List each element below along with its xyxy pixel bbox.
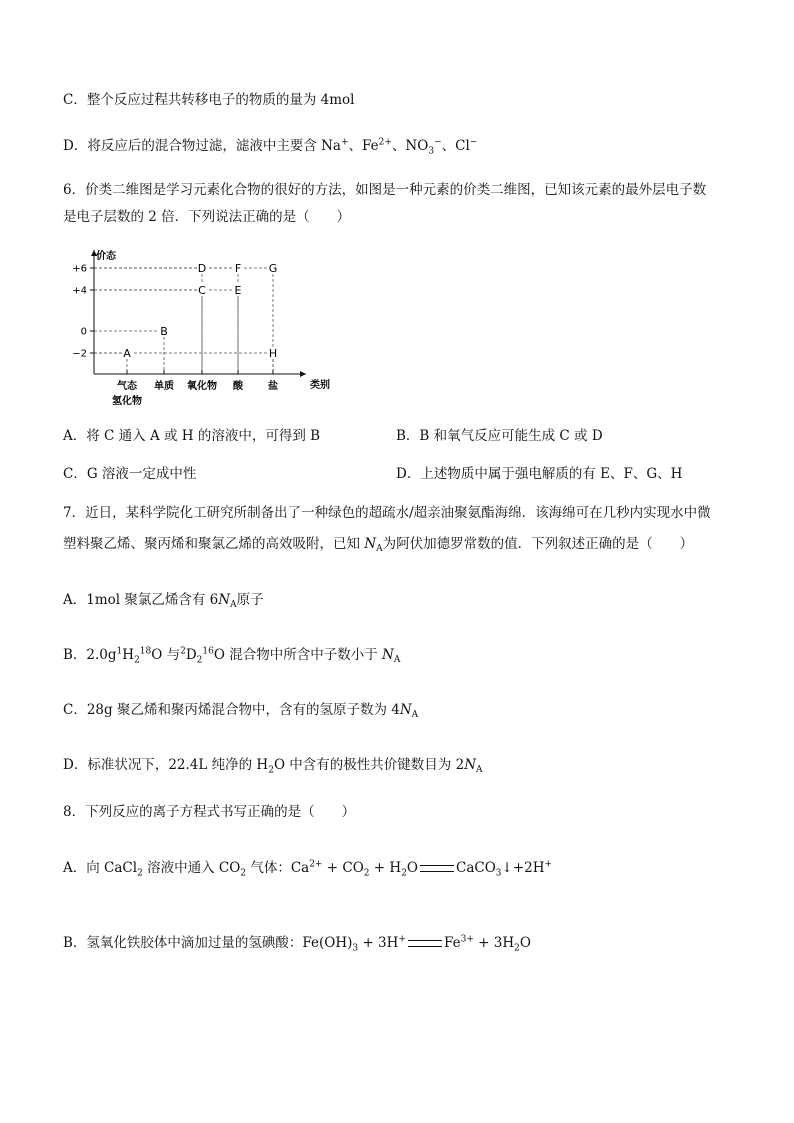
q6-stem-line2: 是电子层数的 2 倍．下列说法正确的是（ ） — [63, 209, 351, 225]
x-axis-label: 类别 — [310, 380, 330, 391]
na-charge: + — [340, 137, 349, 148]
valence-class-diagram — [60, 242, 350, 412]
q7-option-b: B．$2.0g^1H_2^{18}O$ 与$^2D_2^{16}O$ 混合物中所含中子数小于 $N_A$ — [63, 646, 401, 666]
q7-stem-text: 塑料聚乙烯、聚丙烯和聚氯乙烯的高效吸附，已知 — [63, 536, 365, 552]
equals-sign — [420, 865, 454, 872]
avogadro-symbol: $N_A$ — [464, 757, 483, 775]
avogadro-symbol: $N_A$ — [382, 647, 401, 665]
no3-subscript: 3 — [428, 146, 435, 157]
q7-option-d: D．标准状况下，22.4L 纯净的 $H_2O$ 中含有的极性共价键数目为 $2N_A$ — [63, 757, 483, 776]
q8-option-a: A．向 CaCl$_2$ 溶液中通入 $CO_2$ 气体：$Ca^{2+} + CO_2 + H_2O$ CaCO$_3$↓+2H+ — [63, 859, 553, 879]
avogadro-symbol: $N_A$ — [364, 536, 383, 554]
no3-charge: − — [434, 137, 442, 148]
cl-charge: − — [469, 137, 478, 148]
q5-option-d-no3: 、NO — [391, 138, 429, 154]
q7-option-c: C．28g 聚乙烯和聚丙烯混合物中，含有的氢原子数为 $4N_A$ — [63, 702, 419, 720]
x-tick-label: 氧化物 — [187, 381, 217, 392]
point-A: A — [123, 347, 131, 360]
q6-option-b: B．B 和氧气反应可能生成 C 或 D — [396, 428, 603, 444]
avogadro-symbol: $N_A$ — [399, 702, 419, 720]
q8-option-b: B．氢氧化铁胶体中滴加过量的氢碘酸：$Fe(OH)_3 + 3H^+$ $Fe^{3+} + 3H_2O$ — [63, 934, 531, 954]
q7-stem-text-end: 为阿伏加德罗常数的值．下列叙述正确的是（ ） — [382, 536, 694, 552]
equals-sign — [408, 940, 442, 947]
point-E: E — [234, 284, 242, 297]
point-F: F — [234, 262, 242, 275]
x-tick-label: 单质 — [154, 381, 174, 392]
q8-stem: 8．下列反应的离子方程式书写正确的是（ ） — [63, 804, 356, 820]
x-tick-label: 盐 — [268, 381, 278, 392]
q5-option-d-text: D．将反应后的混合物过滤，滤液中主要含 Na — [63, 138, 341, 154]
point-D: D — [197, 262, 207, 275]
point-G: G — [268, 262, 278, 275]
q6-stem-line1: 6．价类二维图是学习元素化合物的很好的方法，如图是一种元素的价类二维图，已知该元素的最外层电子数 — [63, 182, 707, 198]
y-axis-label: 价态 — [96, 251, 116, 262]
point-B: B — [160, 325, 168, 338]
x-tick-label: 酸 — [233, 381, 243, 392]
y-tick-label: −2 — [72, 348, 87, 360]
point-H: H — [268, 347, 278, 360]
x-tick-label: 氢化物 — [112, 396, 142, 407]
q7-option-a: A．1mol 聚氯乙烯含有 $6N_A$原子 — [63, 592, 264, 610]
q5-option-c: C．整个反应过程共转移电子的物质的量为 4mol — [63, 92, 355, 108]
point-C: C — [198, 284, 206, 297]
q6-option-d: D．上述物质中属于强电解质的有 E、F、G、H — [396, 466, 683, 482]
q5-option-d-cl: 、Cl — [441, 138, 470, 154]
q5-option-d — [63, 136, 477, 156]
x-tick-label: 气态 — [117, 381, 137, 392]
q6-option-a: A．将 C 通入 A 或 H 的溶液中，可得到 B — [63, 428, 321, 444]
q6-option-c: C．G 溶液一定成中性 — [63, 466, 197, 482]
y-tick-label: +6 — [72, 263, 87, 275]
q7-stem-line1: 7．近日，某科学院化工研究所制备出了一种绿色的超疏水/超亲油聚氨酯海绵．该海绵可在几秒内实现水中微 — [63, 505, 711, 521]
q7-stem-line2 — [63, 534, 693, 559]
y-tick-label: +4 — [72, 285, 87, 297]
y-tick-label: 0 — [80, 326, 87, 338]
avogadro-symbol: $N_A$ — [218, 592, 237, 610]
q5-option-d-fe: 、Fe — [348, 138, 379, 154]
fe-charge: 2+ — [378, 137, 392, 148]
